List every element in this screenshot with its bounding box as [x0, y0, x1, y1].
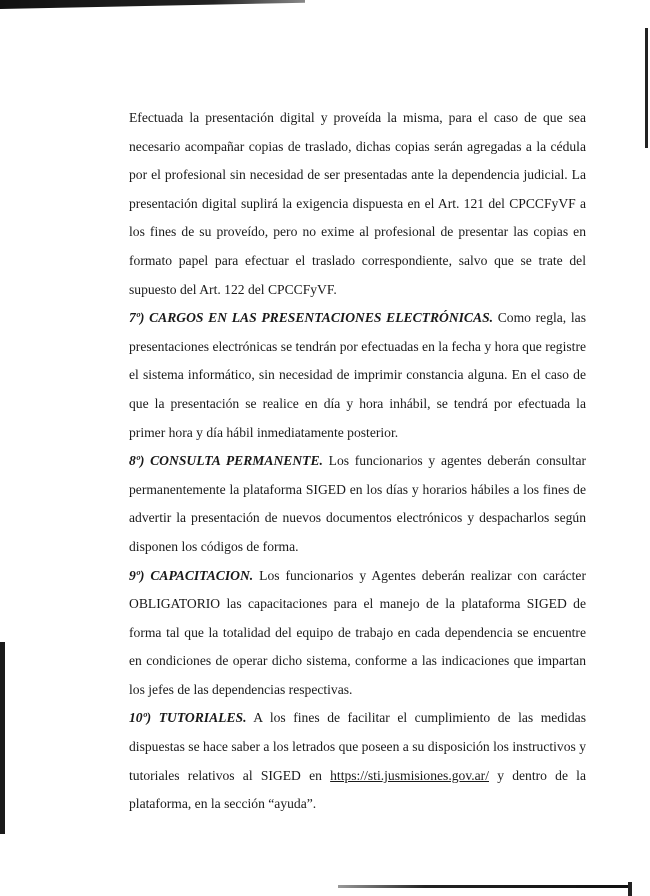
- scan-edge-bottom: [338, 885, 628, 888]
- section-heading: 9º) CAPACITACION.: [129, 567, 254, 583]
- section-heading: 8º) CONSULTA PERMANENTE.: [129, 453, 323, 469]
- tutorials-link[interactable]: https://sti.jusmisiones.gov.ar/: [330, 767, 489, 783]
- section-heading: 7º) CARGOS EN LAS PRESENTACIONES ELECTRÓNICAS.: [129, 310, 494, 326]
- section-body: Como regla, las presentaciones electrónicas se tendrán por efectuadas en la fecha y hora que registre el sistema informático, sin necesidad de imprimir constancia alguna. En el caso de que la presentación se realice en día y hora inhábil, se tendrá por efectuada la primer hora y día hábil inmediatamente posterior.: [129, 310, 586, 440]
- section-paragraph: [129, 447, 586, 561]
- section-body: Los funcionarios y agentes deberán consultar permanentemente la plataforma SIGED en los días y horarios hábiles a los fines de advertir la presentación de nuevos documentos electrónicos y despacharlos según disponen los códigos de forma.: [129, 453, 587, 554]
- intro-paragraph: Efectuada la presentación digital y proveída la misma, para el caso de que sea necesario acompañar copias de traslado, dichas copias serán agregadas a la cédula por el profesional sin necesidad de ser presentadas ante la dependencia judicial. La presentación digital suplirá la exigencia dispuesta en el Art. 121 del CPCCFyVF a los fines de su proveído, pero no exime al profesional de presentar las copias en formato papel para efectuar el traslado correspondiente, salvo que se trate del supuesto del Art. 122 del CPCCFyVF.: [129, 110, 586, 297]
- section-heading: 10º) TUTORIALES.: [129, 710, 247, 726]
- section-body: Los funcionarios y Agentes deberán realizar con carácter OBLIGATORIO las capacitaciones para el manejo de la plataforma SIGED de forma tal que la totalidad del equipo de trabajo en cada dependencia se encuentre en condiciones de operar dicho sistema, conforme a las indicaciones que impartan los jefes de las dependencias respectivas.: [129, 567, 586, 697]
- scan-edge-bottom-corner: [628, 882, 632, 896]
- document-body: [129, 104, 586, 819]
- section-paragraph: [129, 562, 586, 705]
- scan-edge-top: [0, 0, 305, 9]
- section-paragraph: [129, 704, 586, 818]
- section-body-end: y dentro de la plataforma, en la sección “ayuda”.: [129, 767, 586, 812]
- section-paragraph: [129, 304, 586, 447]
- section-body: A los fines de facilitar el cumplimiento de las medidas dispuestas se hace saber a los letrados que poseen a su disposición los instructivos y tutoriales relativos al SIGED en: [129, 710, 587, 783]
- scan-edge-left: [0, 642, 5, 834]
- scan-edge-right: [645, 28, 648, 148]
